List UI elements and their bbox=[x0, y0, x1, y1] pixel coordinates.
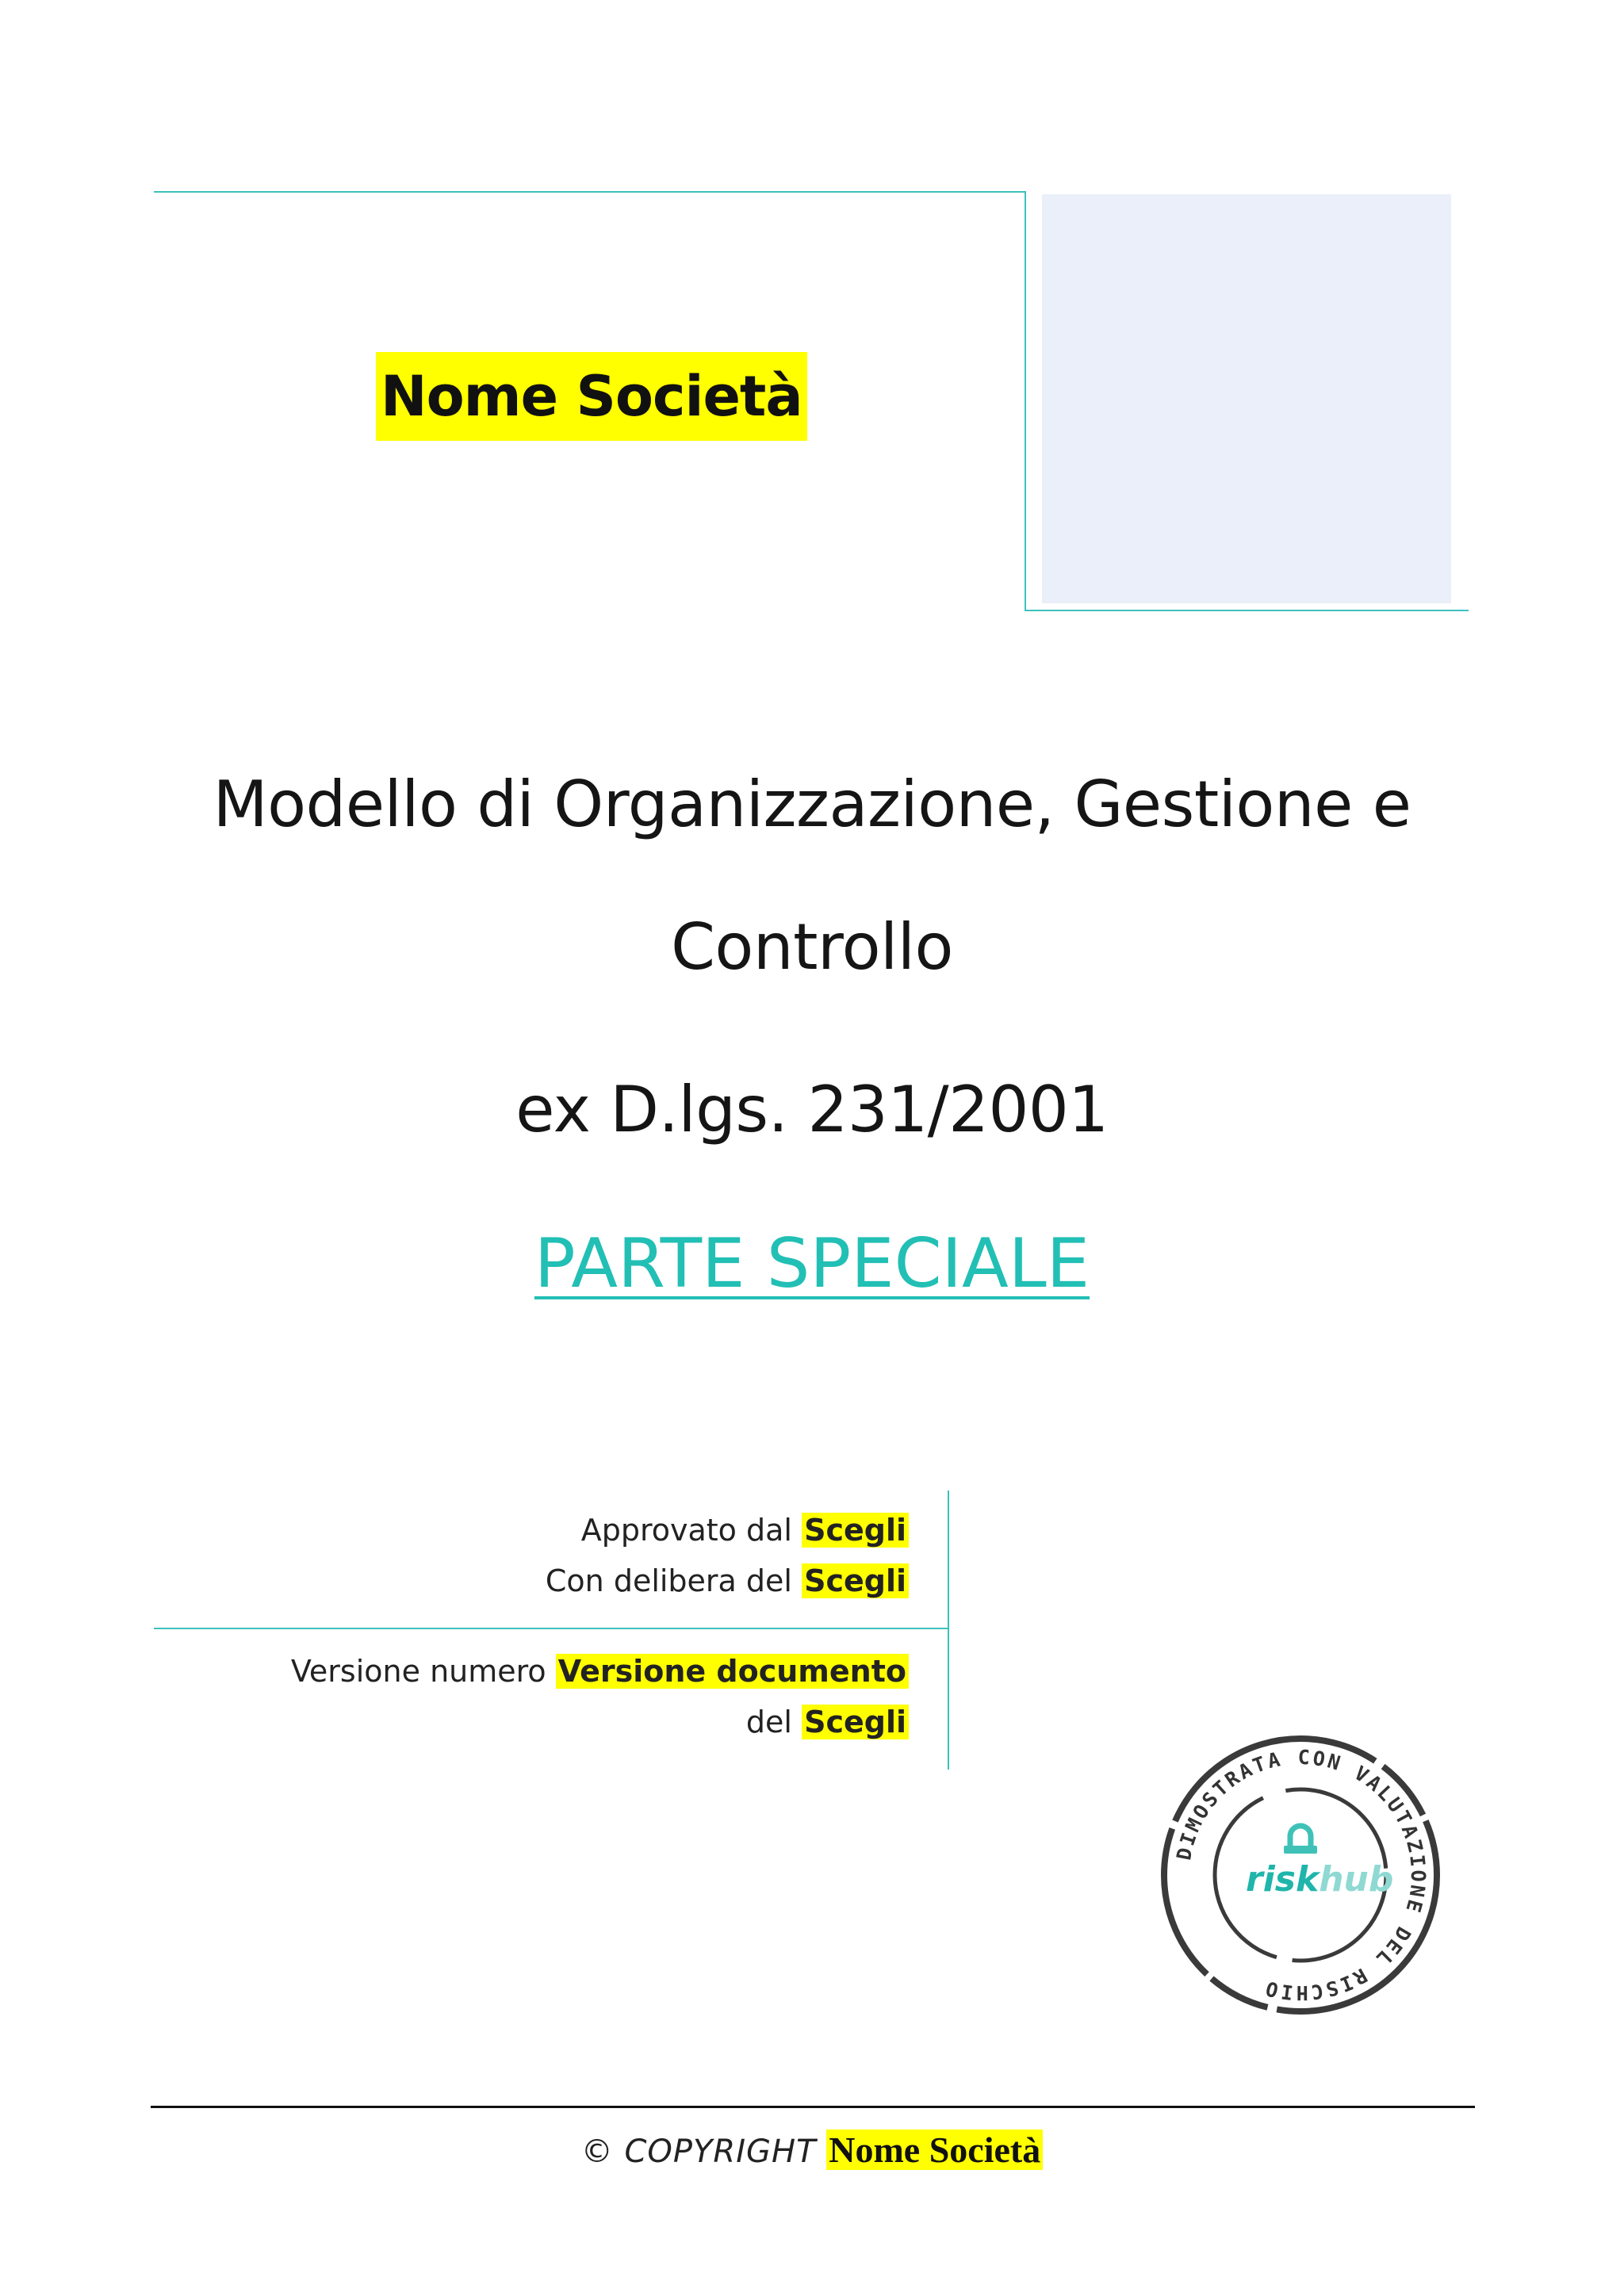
document-title-line-1: Modello di Organizzazione, Gestione e bbox=[213, 767, 1411, 841]
section-title: PARTE SPECIALE bbox=[534, 1224, 1090, 1303]
resolution-value[interactable]: Scegli bbox=[802, 1563, 909, 1598]
version-date-value[interactable]: Scegli bbox=[802, 1705, 909, 1739]
stamp-brand: riskhub bbox=[1246, 1859, 1394, 1900]
resolution-label: Con delibera del bbox=[545, 1563, 792, 1598]
riskhub-stamp bbox=[1154, 1728, 1447, 2022]
version-date-line bbox=[746, 1705, 909, 1739]
footer-rule bbox=[151, 2106, 1475, 2108]
footer bbox=[0, 2129, 1624, 2171]
copyright-text: © COPYRIGHT bbox=[580, 2133, 817, 2170]
version-value[interactable]: Versione documento bbox=[556, 1654, 909, 1689]
document-title-line-2: Controllo bbox=[671, 910, 953, 984]
header-bottom-rule bbox=[1025, 610, 1469, 611]
lock-icon bbox=[1284, 1826, 1317, 1854]
version-date-label: del bbox=[745, 1705, 792, 1739]
header-vertical-rule bbox=[1025, 191, 1026, 611]
approved-by-line bbox=[581, 1513, 909, 1548]
approved-by-label: Approvato dal bbox=[580, 1513, 792, 1548]
approval-divider bbox=[154, 1628, 948, 1629]
stamp-ring-text: DIMOSTRATA CON VALUTAZIONE DEL RISCHIO bbox=[1172, 1745, 1431, 2005]
version-line bbox=[291, 1654, 909, 1689]
header-top-rule bbox=[154, 191, 1026, 193]
approved-by-value[interactable]: Scegli bbox=[802, 1513, 909, 1548]
approval-vertical-rule bbox=[948, 1490, 949, 1770]
document-title-line-3: ex D.lgs. 231/2001 bbox=[515, 1073, 1109, 1146]
version-label: Versione numero bbox=[290, 1654, 546, 1689]
company-name: Nome Società bbox=[376, 352, 807, 441]
logo-placeholder bbox=[1042, 194, 1451, 603]
footer-company-name: Nome Società bbox=[826, 2130, 1043, 2170]
resolution-line bbox=[546, 1563, 909, 1598]
